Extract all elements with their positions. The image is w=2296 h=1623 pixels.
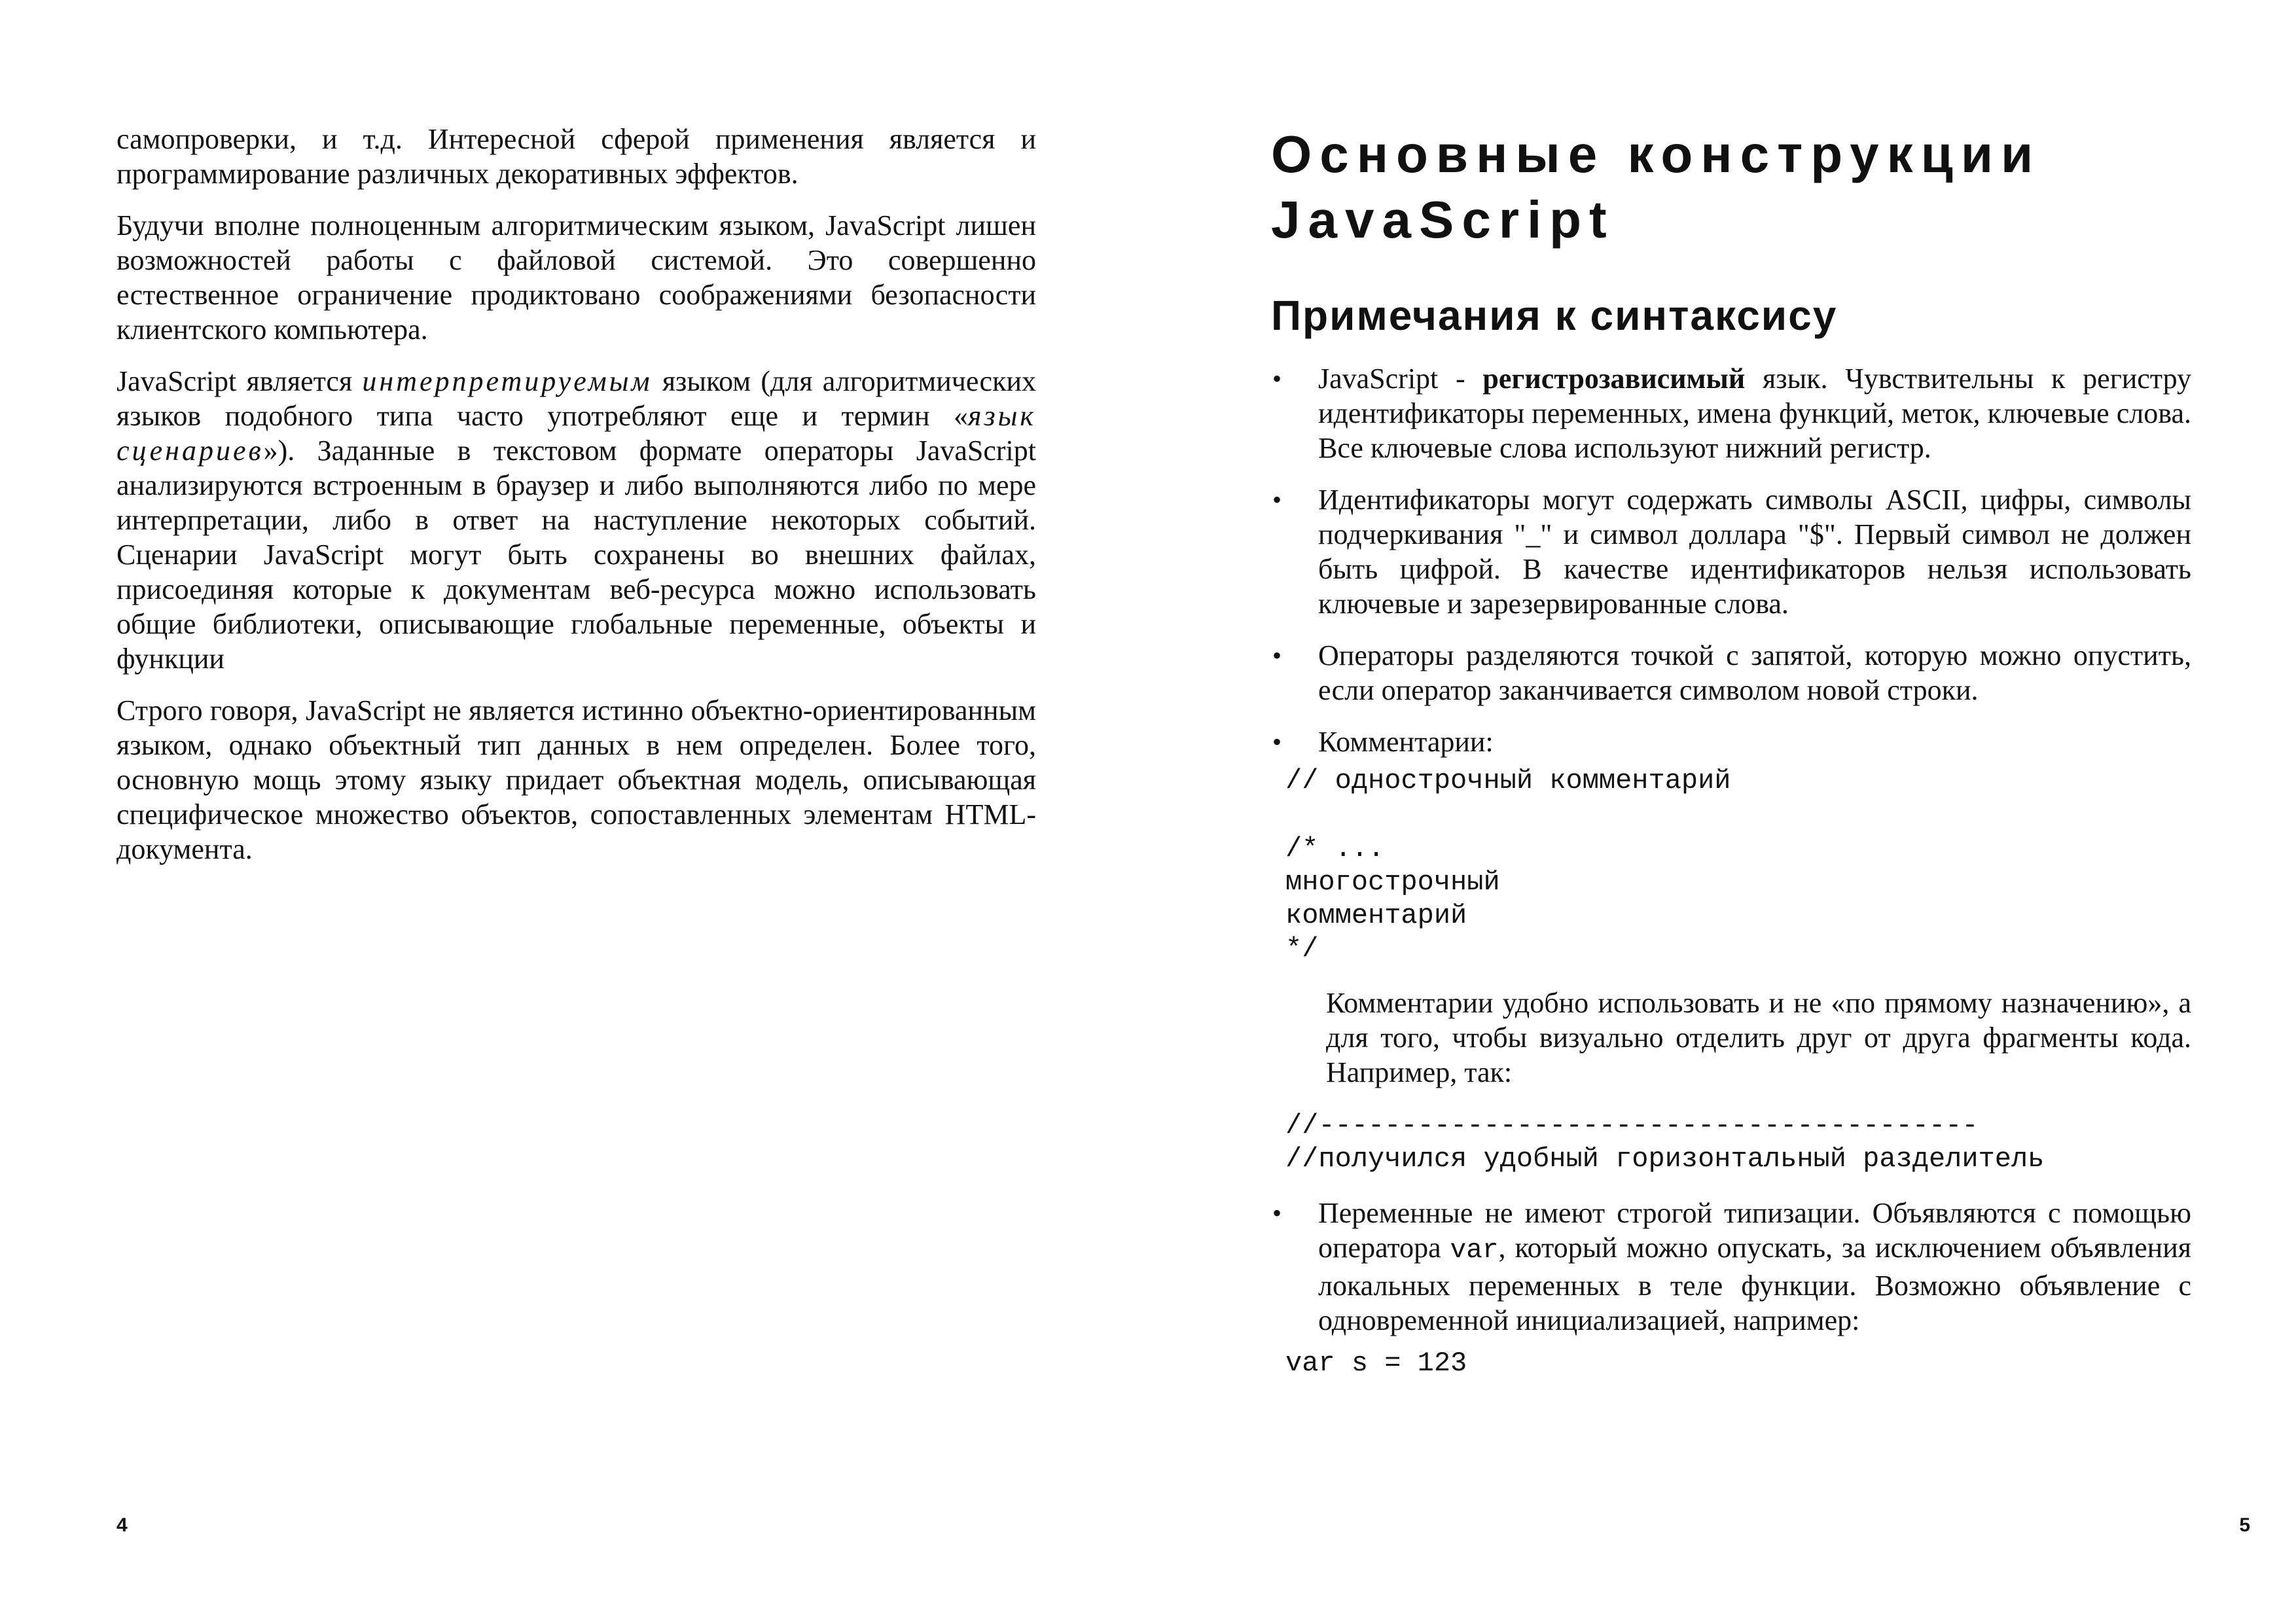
italic-term: интерпретируемым <box>362 365 653 397</box>
text-run: языком (для алгоритмических языков подобного типа часто употребляют еще и термин « <box>117 365 1036 432</box>
page-number: 4 <box>117 1514 128 1536</box>
list-item <box>1271 724 2191 759</box>
comments-note: Комментарии удобно использовать и не «по прямому назначению», а для того, чтобы визуально отделить друг от друга фрагменты кода. Например, так: <box>1326 987 2191 1088</box>
code-line: комментарий <box>1285 900 1467 931</box>
bold-term: регистрозависимый <box>1482 363 1746 395</box>
right-page <box>1148 0 2296 1623</box>
italic-term: язык сценариев <box>117 400 1036 467</box>
chapter-title <box>1271 122 2191 253</box>
chapter-title-line: JavaScript <box>1271 190 1615 249</box>
text-run: язык. Чувствительны к регистру идентификаторы переменных, имена функций, меток, ключевые слова. Все ключевые слова используют нижний регистр. <box>1318 363 2191 464</box>
text-run: Идентификаторы могут содержать символы ASCII, цифры, символы подчеркивания "_" и символ доллара "$". Первый символ не должен быть цифрой. В качестве идентификаторов нельзя использовать ключевые и зарезервированные слова. <box>1318 484 2191 620</box>
page-number: 5 <box>2239 1514 2250 1536</box>
bullet-icon: • <box>1272 641 1282 670</box>
bullet-icon: • <box>1272 485 1282 514</box>
text-run: JavaScript является <box>117 365 363 397</box>
inline-code-var: var <box>1450 1236 1499 1266</box>
list-item <box>1271 1196 2191 1338</box>
spacer <box>1271 798 2191 832</box>
right-text-column <box>1271 122 2191 1380</box>
list-item <box>1271 482 2191 621</box>
bullet-icon: • <box>1272 364 1282 393</box>
code-line: //---------------------------------------- <box>1285 1110 1979 1141</box>
bullet-icon: • <box>1272 727 1282 757</box>
paragraph: Будучи вполне полноценным алгоритмическим языком, JavaScript лишен возможностей работы с файловой системой. Это совершенно естественное ограничение продиктовано соображениями безопасности клиентского компьютера. <box>117 209 1036 346</box>
code-line: /* ... <box>1285 833 1385 865</box>
paragraph: Строго говоря, JavaScript не является истинно объектно-ориентированным языком, однако объектный тип данных в нем определен. Более того, основную мощь этому языку придает объектная модель, описывающая специфическое множество объектов, сопоставленных элементам HTML-документа. <box>117 694 1036 865</box>
bullet-icon: • <box>1272 1198 1282 1228</box>
syntax-notes-list-continued <box>1271 1196 2191 1338</box>
text-run: , который можно опускать, за исключением объявления локальных переменных в теле функции. Возможно объявление с одновременной инициализацией, например: <box>1318 1232 2191 1336</box>
paragraph <box>117 364 1036 676</box>
paragraph: самопроверки, и т.д. Интересной сферой применения является и программирование различных декоративных эффектов. <box>117 123 1036 190</box>
list-item <box>1271 361 2191 465</box>
code-line: //получился удобный горизонтальный разделитель <box>1285 1143 2045 1175</box>
text-run: Переменные не имеют строгой типизации. Объявляются с помощью оператора <box>1318 1197 2191 1264</box>
text-run: JavaScript - <box>1318 363 1483 395</box>
section-title: Примечания к синтаксису <box>1271 292 1838 339</box>
left-text-column <box>117 122 1036 883</box>
text-run: Операторы разделяются точкой с запятой, которую можно опустить, если оператор заканчивается символом новой строки. <box>1318 639 2191 706</box>
text-run: »). Заданные в текстовом формате операторы JavaScript анализируются встроенным в браузер и либо выполняются либо по мере интерпретации, либо в ответ на наступление некоторых событий. Сценарии JavaScript могут быть сохранены во внешних файлах, присоединяя которые к документам веб-ресурса можно использовать общие библиотеки, описывающие глобальные переменные, объекты и функции <box>117 435 1036 675</box>
syntax-notes-list <box>1271 361 2191 759</box>
list-item <box>1271 638 2191 707</box>
code-line: */ <box>1285 933 1319 965</box>
code-single-line-comment: // однострочный комментарий <box>1285 765 1731 796</box>
code-var-example: var s = 123 <box>1285 1347 1467 1379</box>
text-run: Комментарии: <box>1318 726 1494 758</box>
chapter-title-line: Основные конструкции <box>1271 125 2041 183</box>
code-line: многострочный <box>1285 866 1500 898</box>
